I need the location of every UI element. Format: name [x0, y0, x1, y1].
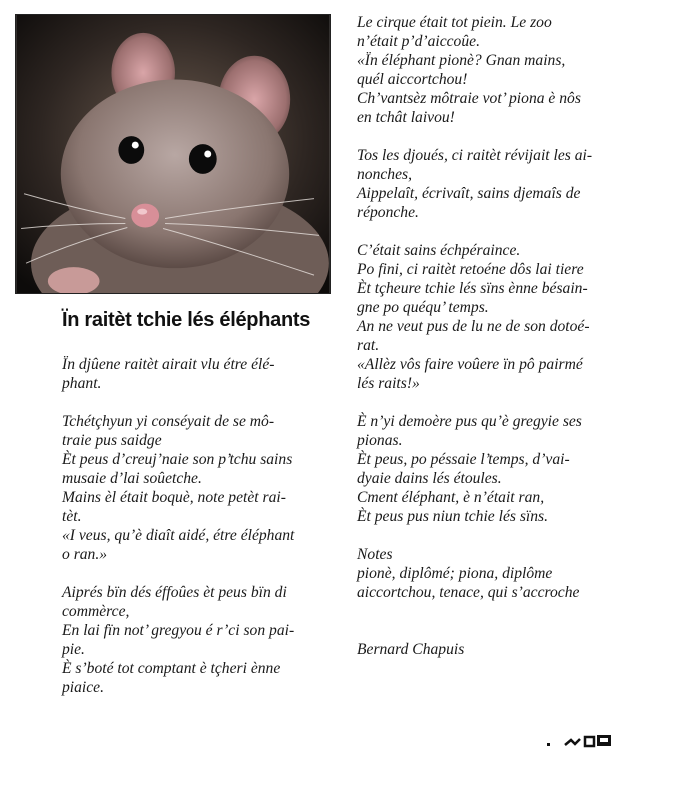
- text-line: réponche.: [357, 204, 419, 221]
- text-line: Èt peus d’creuj’naie son p’tchu sains: [62, 451, 293, 468]
- text-line: Èt peus pus niun tchie lés sïns.: [357, 508, 549, 525]
- text-line: Èt peus, po péssaie l’temps, d’vai-: [357, 451, 570, 468]
- text-line: Po fini, ci raitèt retoéne dôs lai tiere: [357, 261, 584, 278]
- author-signature: Bernard Chapuis: [357, 641, 465, 658]
- text-line: En lai fïn not’ gregyou é r’ci son pai-: [62, 622, 295, 639]
- text-line: pionè, diplômé; piona, diplôme: [357, 565, 553, 582]
- text-line: Ch’vantsèz môtraie vot’ piona è nôs: [357, 90, 581, 107]
- text-line: Aiprés bïn dés éffoûes èt peus bïn di: [62, 584, 287, 601]
- article-title: Ïn raitèt tchie lés éléphants: [62, 309, 311, 331]
- text-line: C’était sains échpéraince.: [357, 242, 521, 259]
- text-line: commèrce,: [62, 603, 130, 620]
- text-line: phant.: [62, 375, 102, 392]
- notes-heading: Notes: [357, 546, 393, 563]
- text-line: dyaie dains lés étoules.: [357, 470, 502, 487]
- text-line: Cment éléphant, è n’était ran,: [357, 489, 545, 506]
- text-line: o ran.»: [62, 546, 108, 563]
- text-line: È s’boté tot comptant è tçheri ènne: [62, 660, 281, 677]
- text-line: quél aiccortchou!: [357, 71, 468, 88]
- text-line: traie pus saidge: [62, 432, 162, 449]
- text-line: gne po quéqu’ temps.: [357, 299, 489, 316]
- text-line: musaie d’lai soûetche.: [62, 470, 202, 487]
- text-line: lés raits!»: [357, 375, 420, 392]
- text-line: Mains èl était boquè, note petèt rai-: [62, 489, 286, 506]
- text-line: n’était p’d’aiccoûe.: [357, 33, 480, 50]
- text-line: Tchétçhyun yi conséyait de se mô-: [62, 413, 275, 430]
- mouse-photo: [15, 14, 331, 294]
- text-line: nonches,: [357, 166, 412, 183]
- text-line: rat.: [357, 337, 380, 354]
- text-line: Ïn djûene raitèt airait vlu étre élé-: [62, 356, 275, 373]
- text-line: en tchât laivou!: [357, 109, 455, 126]
- text-line: «Allèz vôs faire voûere ïn pô pairmé: [357, 356, 583, 373]
- text-line: Aippelaît, écrivaît, sains djemaîs de: [357, 185, 581, 202]
- text-line: tèt.: [62, 508, 82, 525]
- text-line: An ne veut pus de lu ne de son dotoé-: [357, 318, 590, 335]
- text-line: pie.: [62, 641, 85, 658]
- text-line: piaice.: [62, 679, 104, 696]
- text-line: Le cirque était tot piein. Le zoo: [357, 14, 552, 31]
- text-line: «Ïn éléphant pionè? Gnan mains,: [357, 52, 566, 69]
- text-line: Èt tçheure tchie lés sïns ènne bésain-: [357, 280, 588, 297]
- end-mark-icon: [545, 732, 615, 750]
- text-line: È n’yi demoère pus qu’è gregyie ses: [357, 413, 582, 430]
- text-line: aiccortchou, tenace, qui s’accroche: [357, 584, 580, 601]
- text-line: Tos les djoués, ci raitèt révijait les ai-: [357, 147, 593, 164]
- article-column-left: [62, 355, 338, 697]
- text-line: pionas.: [357, 432, 403, 449]
- text-line: «I veus, qu’è diaît aidé, étre éléphant: [62, 527, 295, 544]
- article-column-right: [357, 13, 657, 659]
